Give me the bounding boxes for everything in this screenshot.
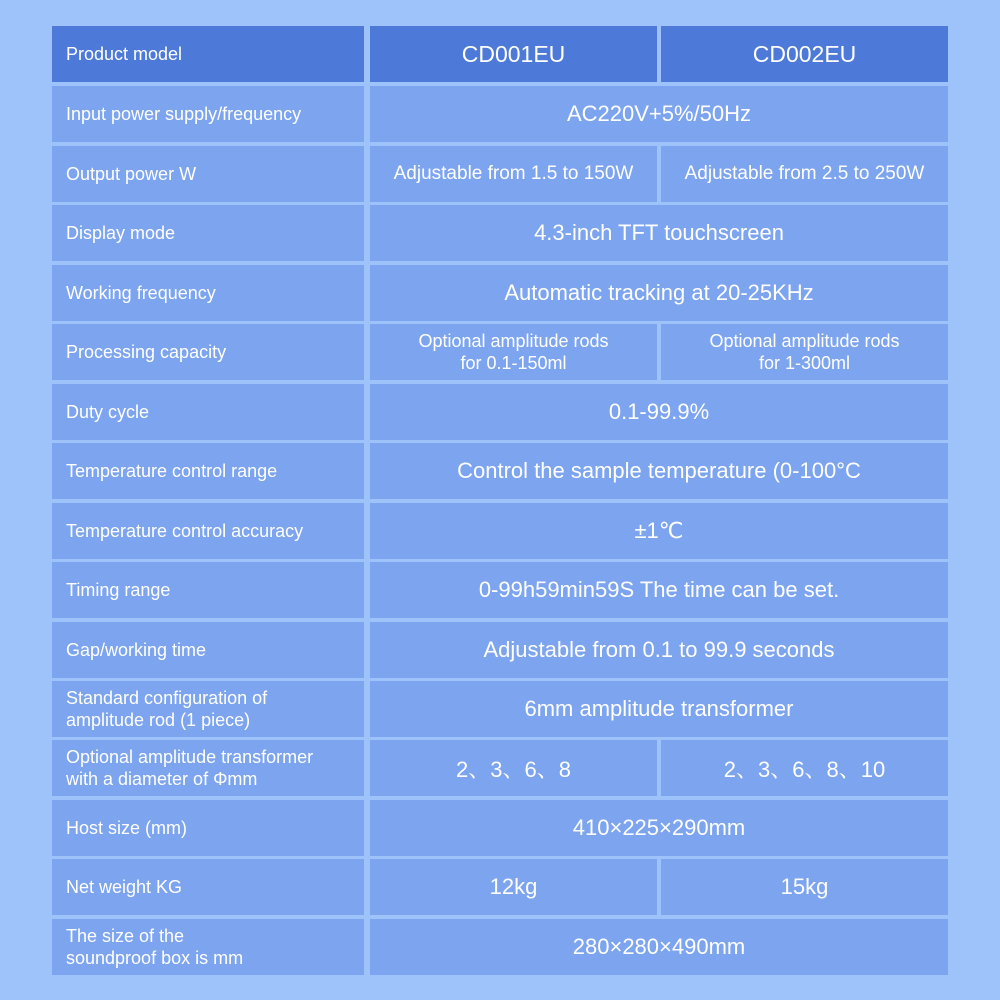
row-value-model-1: 12kg bbox=[370, 859, 657, 915]
row-processing-capacity bbox=[52, 324, 948, 380]
header-row bbox=[52, 26, 948, 82]
row-label: Temperature control range bbox=[52, 443, 364, 499]
value-line-2: for 1-300ml bbox=[758, 353, 851, 373]
row-label: Display mode bbox=[52, 205, 364, 261]
row-standard-configuration bbox=[52, 681, 948, 737]
row-temperature-accuracy bbox=[52, 503, 948, 559]
row-label: Gap/working time bbox=[52, 622, 364, 678]
row-temperature-range bbox=[52, 443, 948, 499]
header-label: Product model bbox=[52, 26, 364, 82]
row-value-model-2: Adjustable from 2.5 to 250W bbox=[661, 146, 948, 202]
row-label: Net weight KG bbox=[52, 859, 364, 915]
row-value-model-2: 2、3、6、8、10 bbox=[661, 740, 948, 796]
row-value: 0-99h59min59S The time can be set. bbox=[370, 562, 948, 618]
row-value: 0.1-99.9% bbox=[370, 384, 948, 440]
row-label bbox=[52, 740, 364, 796]
model-1-header: CD001EU bbox=[370, 26, 657, 82]
row-value-model-1: 2、3、6、8 bbox=[370, 740, 657, 796]
model-2-header: CD002EU bbox=[661, 26, 948, 82]
row-gap-working-time bbox=[52, 622, 948, 678]
label-line-1: Standard configuration of bbox=[66, 688, 268, 708]
row-display-mode bbox=[52, 205, 948, 261]
row-label: Working frequency bbox=[52, 265, 364, 321]
label-line-2: amplitude rod (1 piece) bbox=[66, 710, 251, 730]
row-value: 6mm amplitude transformer bbox=[370, 681, 948, 737]
row-value-model-2: 15kg bbox=[661, 859, 948, 915]
row-duty-cycle bbox=[52, 384, 948, 440]
row-label bbox=[52, 919, 364, 975]
row-value: Adjustable from 0.1 to 99.9 seconds bbox=[370, 622, 948, 678]
row-label bbox=[52, 681, 364, 737]
value-line-2: for 0.1-150ml bbox=[460, 353, 567, 373]
row-label: Temperature control accuracy bbox=[52, 503, 364, 559]
row-value-model-1: Adjustable from 1.5 to 150W bbox=[370, 146, 657, 202]
row-value-model-2 bbox=[661, 324, 948, 380]
label-line-1: Optional amplitude transformer bbox=[66, 747, 314, 767]
row-value: ±1℃ bbox=[370, 503, 948, 559]
row-label: Processing capacity bbox=[52, 324, 364, 380]
value-line-1: Optional amplitude rods bbox=[709, 331, 900, 351]
row-label: Duty cycle bbox=[52, 384, 364, 440]
row-value: 280×280×490mm bbox=[370, 919, 948, 975]
row-value: AC220V+5%/50Hz bbox=[370, 86, 948, 142]
label-line-2: soundproof box is mm bbox=[66, 948, 244, 968]
row-label: Timing range bbox=[52, 562, 364, 618]
row-working-frequency bbox=[52, 265, 948, 321]
label-line-2: with a diameter of Φmm bbox=[66, 769, 258, 789]
row-label: Host size (mm) bbox=[52, 800, 364, 856]
row-value: 410×225×290mm bbox=[370, 800, 948, 856]
row-value: 4.3-inch TFT touchscreen bbox=[370, 205, 948, 261]
label-line-1: The size of the bbox=[66, 926, 185, 946]
row-value: Control the sample temperature (0-100°C bbox=[370, 443, 948, 499]
row-output-power bbox=[52, 146, 948, 202]
row-optional-transformer bbox=[52, 740, 948, 796]
row-timing-range bbox=[52, 562, 948, 618]
row-input-power bbox=[52, 86, 948, 142]
row-soundproof-box bbox=[52, 919, 948, 975]
row-value: Automatic tracking at 20-25KHz bbox=[370, 265, 948, 321]
value-line-1: Optional amplitude rods bbox=[418, 331, 609, 351]
row-label: Output power W bbox=[52, 146, 364, 202]
row-label: Input power supply/frequency bbox=[52, 86, 364, 142]
row-value-model-1 bbox=[370, 324, 657, 380]
row-net-weight bbox=[52, 859, 948, 915]
row-host-size bbox=[52, 800, 948, 856]
